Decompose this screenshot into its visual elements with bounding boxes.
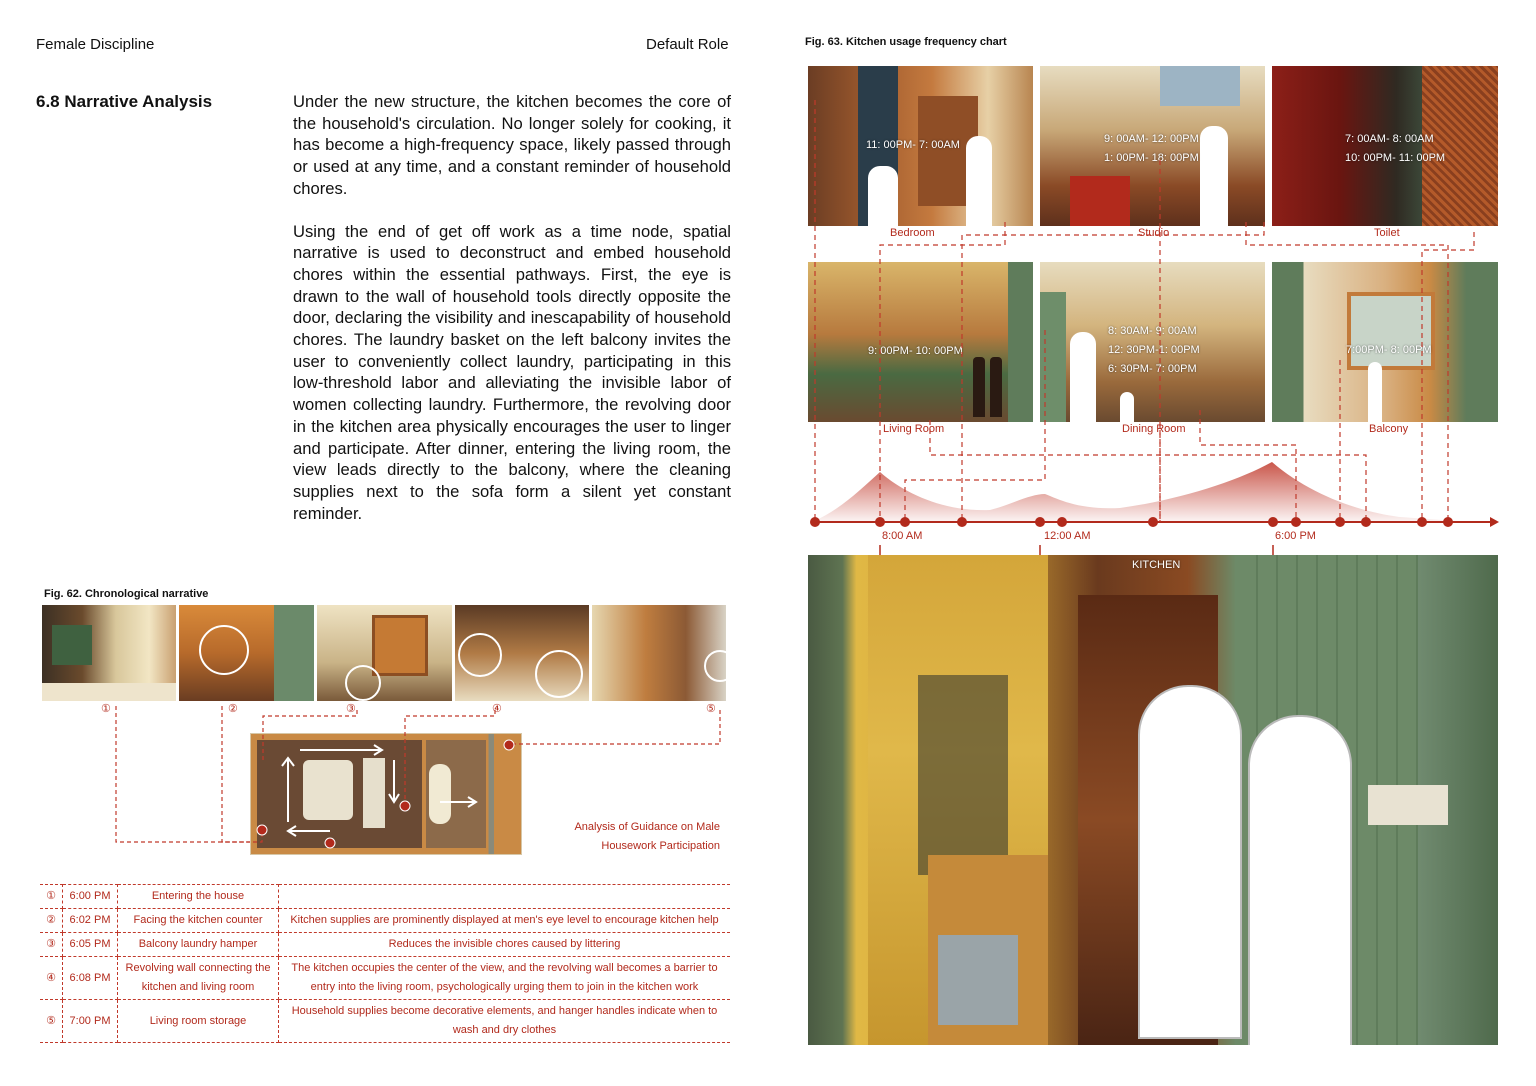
paragraph-2: Using the end of get off work as a time node, spatial narrative is used to deconstruct and embed household chores within the essential pathways. First, the eye is drawn to the wall of household tools directly opposite the door, declaring the visibility and inescapability of household chores. The laundry basket on the left balcony invites the user to conveniently collect laundry, participating in this low-threshold labor and alleviating the invisible labor of women collecting laundry. Furthermore, the revolving door in the kitchen area physically encourages the user to linger and participate. After dinner, entering the living room, the view leads directly to the balcony, where the cleaning supplies next to the sofa form a silent yet constant reminder. bbox=[293, 221, 731, 523]
dining-time-1: 8: 30AM- 9: 00AM bbox=[1108, 325, 1197, 337]
marker-2: ② bbox=[228, 703, 238, 715]
living-time-1: 9: 00PM- 10: 00PM bbox=[868, 345, 963, 357]
row-desc: Kitchen supplies are prominently displayed at men's eye level to encourage kitchen help bbox=[279, 909, 731, 933]
row-num: ④ bbox=[40, 957, 63, 1000]
room-label-bedroom: Bedroom bbox=[890, 227, 935, 239]
marker-3: ③ bbox=[346, 703, 356, 715]
bedroom-time-1: 11: 00PM- 7: 00AM bbox=[866, 139, 960, 151]
row-title: Revolving wall connecting the kitchen and living room bbox=[118, 957, 279, 1000]
room-label-dining: Dining Room bbox=[1122, 423, 1186, 435]
annotation-line-2: Housework Participation bbox=[601, 840, 720, 852]
paragraph-1: Under the new structure, the kitchen becomes the core of the household's circulation. No longer solely for cooking, it has become a high-frequency space, likely passed through or used at any time, and a constant reminder of household chores. bbox=[293, 92, 731, 198]
studio-time-1: 9: 00AM- 12: 00PM bbox=[1104, 133, 1199, 145]
room-label-toilet: Toilet bbox=[1374, 227, 1400, 239]
dining-time-2: 12: 30PM-1: 00PM bbox=[1108, 344, 1200, 356]
section-title: 6.8 Narrative Analysis bbox=[36, 92, 213, 111]
dining-time-3: 6: 30PM- 7: 00PM bbox=[1108, 363, 1197, 375]
room-label-studio: Studio bbox=[1138, 227, 1170, 239]
row-time: 6:08 PM bbox=[63, 957, 118, 1000]
timeline-label-8am: 8:00 AM bbox=[882, 530, 923, 542]
row-desc: Household supplies become decorative elements, and hanger handles indicate when to wash and dry clothes bbox=[279, 1000, 731, 1043]
row-time: 6:02 PM bbox=[63, 909, 118, 933]
kitchen-render bbox=[808, 555, 1498, 1045]
fig63-caption: Fig. 63. Kitchen usage frequency chart bbox=[805, 36, 1007, 48]
toilet-time-2: 10: 00PM- 11: 00PM bbox=[1345, 152, 1446, 164]
annotation-line-1: Analysis of Guidance on Male bbox=[574, 821, 720, 833]
row-num: ⑤ bbox=[40, 1000, 63, 1043]
header-right: Default Role bbox=[646, 36, 729, 53]
row-time: 7:00 PM bbox=[63, 1000, 118, 1043]
header-left: Female Discipline bbox=[36, 36, 155, 53]
timeline-label-6pm: 6:00 PM bbox=[1275, 530, 1316, 542]
row-time: 6:00 PM bbox=[63, 885, 118, 909]
timeline-label-12am: 12:00 AM bbox=[1044, 530, 1091, 542]
frequency-curve bbox=[812, 462, 1480, 522]
balcony-time-1: 7:00PM- 8: 00PM bbox=[1346, 344, 1432, 356]
studio-time-2: 1: 00PM- 18: 00PM bbox=[1104, 152, 1199, 164]
row-title: Living room storage bbox=[118, 1000, 279, 1043]
kitchen-label: KITCHEN bbox=[1132, 559, 1181, 571]
marker-4: ④ bbox=[492, 703, 502, 715]
fig62-caption: Fig. 62. Chronological narrative bbox=[44, 588, 209, 600]
marker-1: ① bbox=[101, 703, 111, 715]
row-desc: The kitchen occupies the center of the view, and the revolving wall becomes a barrier to entry into the living room, psychologically urging them to join in the kitchen work bbox=[279, 957, 731, 1000]
row-title: Entering the house bbox=[118, 885, 279, 909]
timeline-arrow bbox=[1490, 517, 1499, 527]
row-title: Facing the kitchen counter bbox=[118, 909, 279, 933]
toilet-time-1: 7: 00AM- 8: 00AM bbox=[1345, 133, 1434, 145]
row-time: 6:05 PM bbox=[63, 933, 118, 957]
row-desc: Reduces the invisible chores caused by littering bbox=[279, 933, 731, 957]
room-label-balcony: Balcony bbox=[1369, 423, 1409, 435]
row-title: Balcony laundry hamper bbox=[118, 933, 279, 957]
marker-5: ⑤ bbox=[706, 703, 716, 715]
row-num: ① bbox=[40, 885, 63, 909]
room-label-living: Living Room bbox=[883, 423, 945, 435]
row-num: ② bbox=[40, 909, 63, 933]
row-num: ③ bbox=[40, 933, 63, 957]
